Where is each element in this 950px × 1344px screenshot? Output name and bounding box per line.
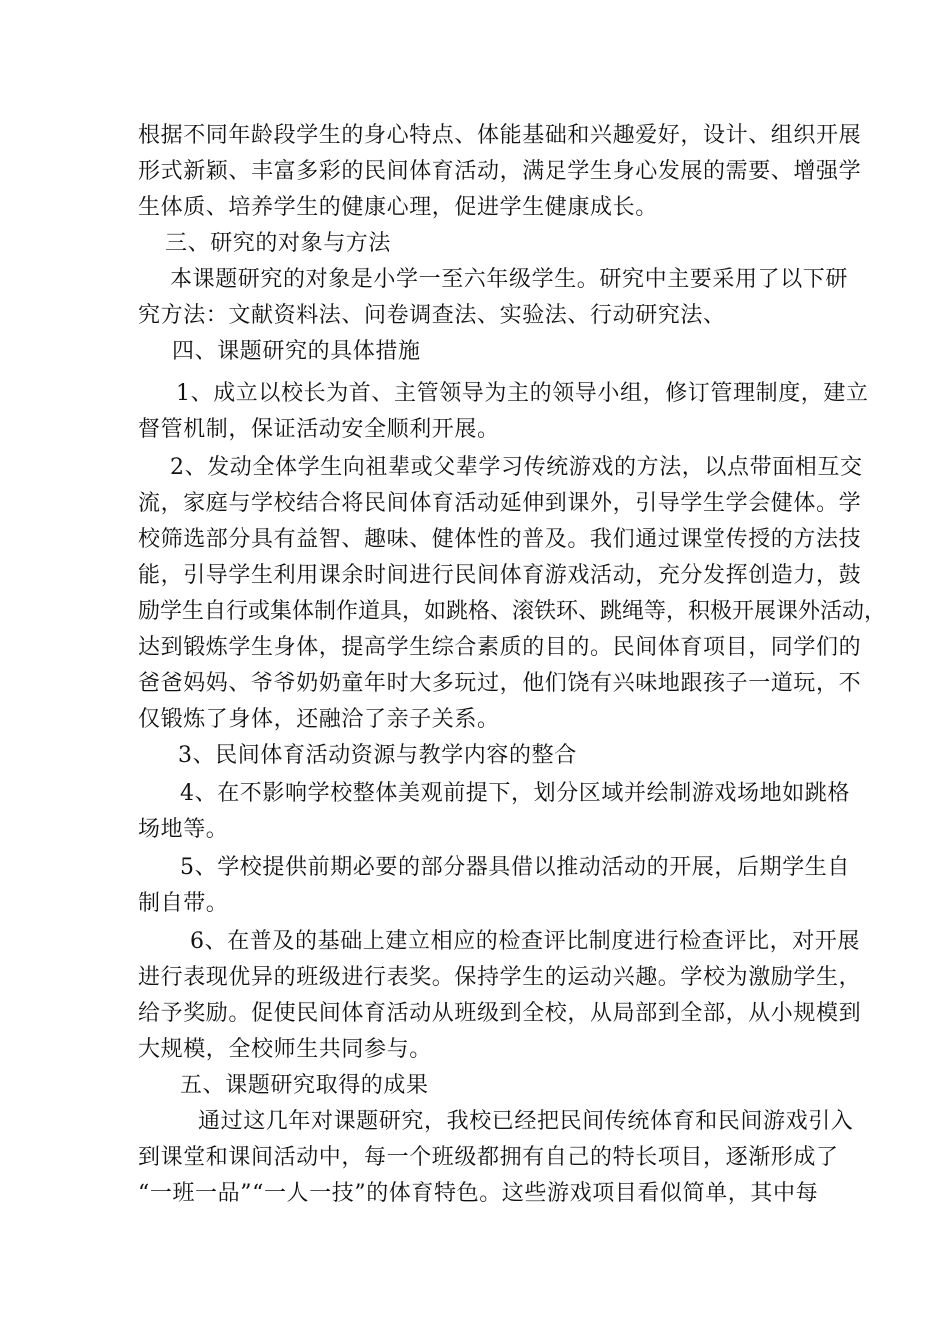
- text-line: 到课堂和课间活动中，每一个班级都拥有自己的特长项目，逐渐形成了: [138, 1145, 839, 1170]
- text-line: 大规模，全校师生共同参与。: [138, 1037, 432, 1062]
- text-line: 场地等。: [138, 817, 229, 842]
- text-line: 制自带。: [138, 891, 229, 916]
- text-line: 通过这几年对课题研究，我校已经把民间传统体育和民间游戏引入: [198, 1109, 854, 1134]
- text-line: 形式新颖、丰富多彩的民间体育活动，满足学生身心发展的需要、增强学: [138, 159, 862, 184]
- text-line: 励学生自行或集体制作道具，如跳格、滚铁环、跳绳等，积极开展课外活动，: [138, 599, 887, 624]
- text-line: 6、在普及的基础上建立相应的检查评比制度进行检查评比，对开展: [190, 929, 860, 954]
- text-line: 根据不同年龄段学生的身心特点、体能基础和兴趣爱好，设计、组织开展: [138, 123, 862, 148]
- text-line: 本课题研究的对象是小学一至六年级学生。研究中主要采用了以下研: [170, 267, 849, 292]
- text-line: 仅锻炼了身体，还融洽了亲子关系。: [138, 707, 500, 732]
- text-line: 生体质、培养学生的健康心理，促进学生健康成长。: [138, 195, 658, 220]
- text-line: 3、民间体育活动资源与教学内容的整合: [178, 743, 577, 768]
- section-heading: 四、课题研究的具体措施: [172, 339, 421, 364]
- text-line: 校筛选部分具有益智、趣味、健体性的普及。我们通过课堂传授的方法技: [138, 527, 862, 552]
- text-line: 4、在不影响学校整体美观前提下，划分区域并绘制游戏场地如跳格: [180, 781, 850, 806]
- text-line: 5、学校提供前期必要的部分器具借以推动活动的开展，后期学生自: [180, 855, 850, 880]
- text-line: 督管机制，保证活动安全顺利开展。: [138, 417, 500, 442]
- text-line: 能，引导学生利用课余时间进行民间体育游戏活动，充分发挥创造力，鼓: [138, 563, 862, 588]
- text-line: 达到锻炼学生身体，提高学生综合素质的目的。民间体育项目，同学们的: [138, 635, 862, 660]
- text-line: 爸爸妈妈、爷爷奶奶童年时大多玩过，他们饶有兴味地跟孩子一道玩，不: [138, 671, 862, 696]
- text-line: 2、发动全体学生向祖辈或父辈学习传统游戏的方法，以点带面相互交: [170, 455, 863, 480]
- section-heading: 三、研究的对象与方法: [165, 231, 392, 256]
- text-line: 流，家庭与学校结合将民间体育活动延伸到课外，引导学生学会健体。学: [138, 491, 862, 516]
- text-line: 究方法：文献资料法、问卷调查法、实验法、行动研究法、: [138, 303, 726, 328]
- section-heading: 五、课题研究取得的成果: [180, 1073, 429, 1098]
- text-line: 给予奖励。促使民间体育活动从班级到全校，从局部到全部，从小规模到: [138, 1001, 862, 1026]
- text-line: “一班一品”“一人一技”的体育特色。这些游戏项目看似简单，其中每: [138, 1181, 819, 1206]
- text-line: 进行表现优异的班级进行表奖。保持学生的运动兴趣。学校为激励学生，: [138, 965, 862, 990]
- text-line: 1、成立以校长为首、主管领导为主的领导小组，修订管理制度，建立: [176, 381, 869, 406]
